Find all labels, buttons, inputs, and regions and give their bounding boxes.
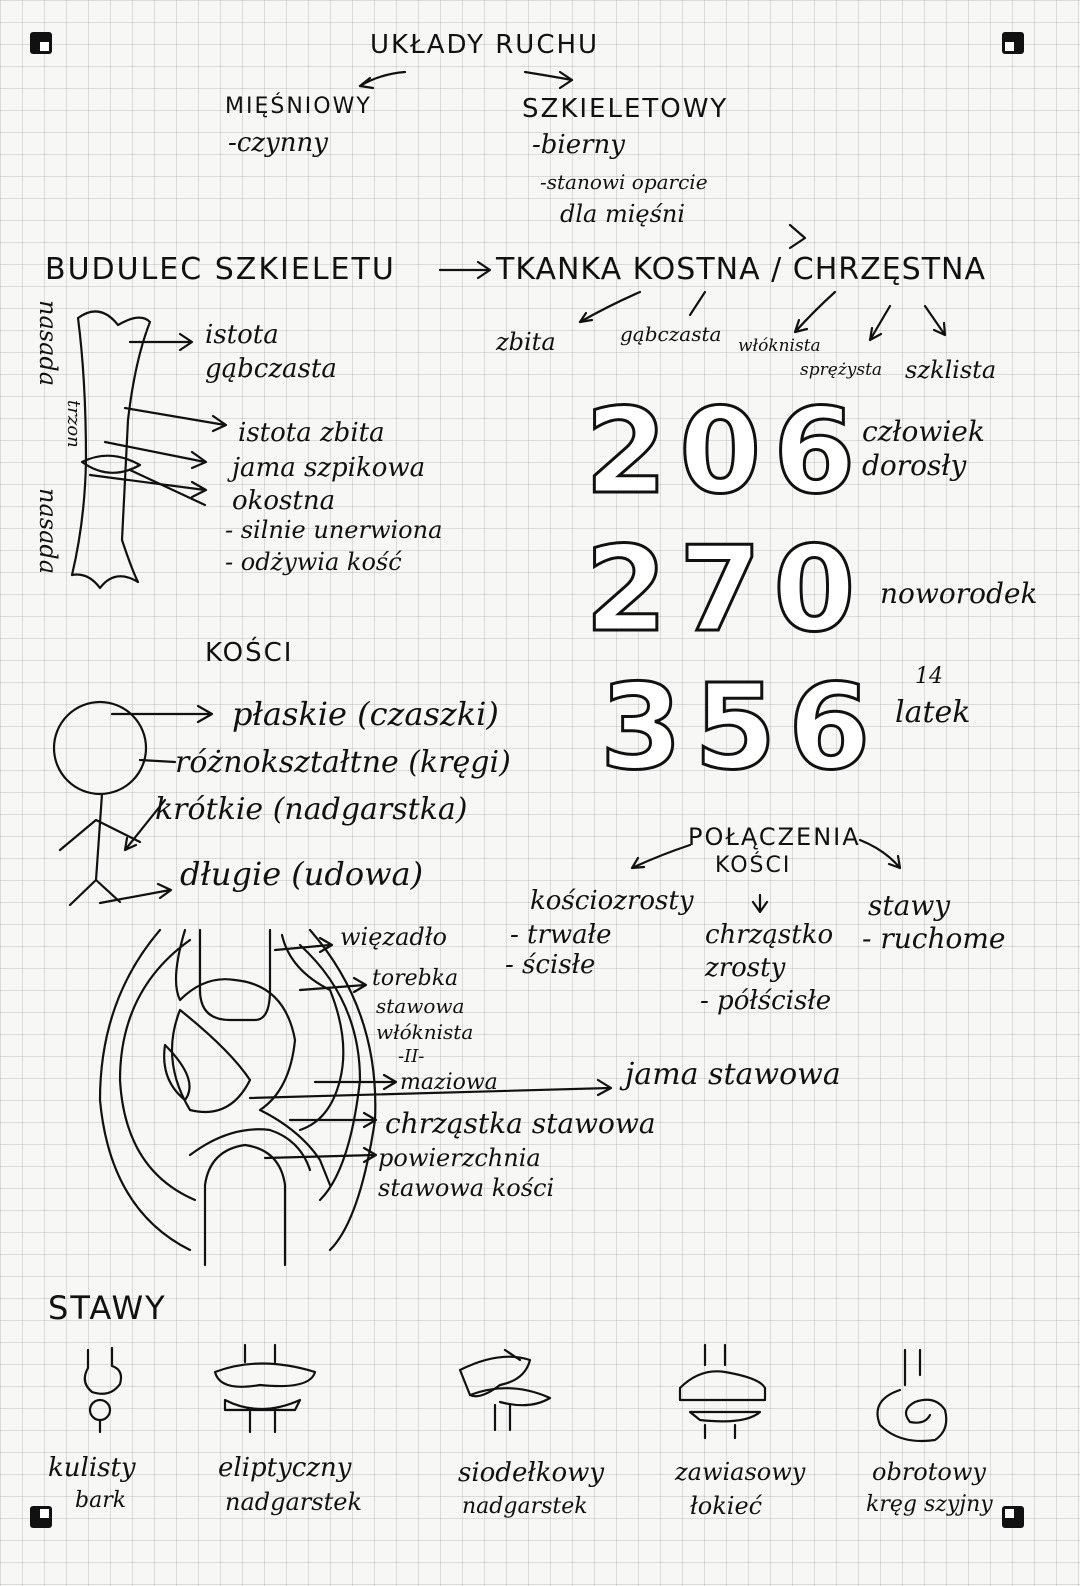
joint-label-ligament: więzadło	[340, 923, 447, 951]
connection-synostosis: kościozrosty	[530, 886, 694, 916]
joint-type-ellipsoid: eliptyczny	[218, 1453, 352, 1483]
bone-count-teen-age: 14	[915, 664, 943, 689]
bone-type-long: długie (udowa)	[180, 855, 424, 893]
bone-count-adult-label-2: dorosły	[862, 449, 967, 482]
bone-type-irregular: różnokształtne (kręgi)	[175, 745, 511, 780]
muscular-system-trait: -czynny	[228, 128, 328, 158]
connection-synostosis-desc-1: - trwałe	[510, 920, 612, 950]
bone-label-marrow-cavity: jama szpikowa	[232, 453, 426, 483]
bone-diaphysis-label: trzon	[63, 400, 84, 448]
bone-count-adult-label-1: człowiek	[862, 415, 985, 448]
connections-heading-2: KOŚCI	[715, 853, 792, 878]
joint-label-capsule: torebka	[372, 966, 459, 991]
connection-joints-desc: - ruchome	[862, 922, 1006, 955]
joint-type-ball: kulisty	[48, 1453, 136, 1483]
arrow-to-muscular	[360, 72, 405, 86]
joint-type-saddle: siodełkowy	[458, 1458, 605, 1488]
bone-label-nourishes: - odżywia kość	[225, 548, 402, 576]
bone-epiphysis-bottom-label: nasada	[34, 488, 62, 575]
bone-count-teen-label: latek	[895, 695, 971, 730]
bone-count-newborn-label: noworodek	[880, 577, 1038, 610]
connection-synchondrosis-2: zrosty	[705, 953, 786, 983]
skeletal-system-label: SZKIELETOWY	[522, 94, 729, 124]
joint-icon-hinge	[680, 1345, 765, 1438]
joint-label-cavity: jama stawowa	[625, 1057, 841, 1092]
page-title: UKŁADY RUCHU	[370, 30, 600, 60]
connection-synchondrosis-desc: - półścisłe	[700, 986, 832, 1016]
joint-example-ellipsoid: nadgarstek	[225, 1488, 362, 1516]
connection-joints: stawy	[868, 889, 951, 922]
skeletal-role-line-2: dla mięśni	[560, 200, 686, 228]
bone-label-periosteum: okostna	[232, 486, 336, 516]
cartilage-elastic: sprężysta	[800, 360, 883, 380]
joint-icon-ball	[85, 1348, 121, 1432]
joint-label-surface: powierzchnia	[378, 1144, 541, 1172]
joint-icon-ellipsoid	[215, 1345, 315, 1432]
bone-label-compact: istota zbita	[238, 418, 385, 448]
joint-label-cartilage: chrząstka stawowa	[385, 1107, 656, 1140]
chevron-mark	[790, 225, 805, 248]
bone-type-flat: płaskie (czaszki)	[232, 695, 499, 733]
skeleton-material-label: BUDULEC SZKIELETU	[45, 252, 396, 287]
joint-label-ditto: -II-	[398, 1046, 425, 1067]
connection-synchondrosis: chrząstko	[705, 920, 834, 950]
joint-type-hinge: zawiasowy	[675, 1458, 806, 1486]
skeletal-role-line-1: -stanowi oparcie	[540, 170, 708, 194]
arrow-to-tissue	[440, 262, 490, 278]
connections-heading: POŁĄCZENIA	[688, 823, 861, 851]
bones-heading: KOŚCI	[205, 638, 294, 668]
connection-synostosis-desc-2: - ścisłe	[505, 950, 596, 980]
joint-icon-pivot	[878, 1350, 947, 1441]
bone-count-newborn: 270	[585, 520, 868, 658]
joint-label-surface-2: stawowa kości	[378, 1174, 555, 1202]
bone-tissue-spongy: gąbczasta	[620, 322, 722, 346]
joint-type-pivot: obrotowy	[872, 1458, 986, 1486]
joint-example-pivot: kręg szyjny	[866, 1492, 993, 1517]
bone-count-adult: 206	[585, 382, 868, 520]
bone-epiphysis-top-label: nasada	[34, 300, 62, 387]
bone-type-short: krótkie (nadgarstka)	[155, 792, 468, 827]
muscular-system-label: MIĘŚNIOWY	[225, 94, 372, 119]
joint-label-fibrous: włóknista	[376, 1020, 474, 1044]
bone-count-teen: 356	[600, 658, 883, 796]
bone-label-innervated: - silnie unerwiona	[225, 516, 443, 544]
joint-label-synovial: maziowa	[400, 1070, 498, 1095]
cartilage-hyaline: szklista	[905, 356, 997, 384]
cartilage-fibrous: włóknista	[738, 336, 821, 356]
joint-example-saddle: nadgarstek	[462, 1494, 588, 1519]
tissue-type-label: TKANKA KOSTNA / CHRZĘSTNA	[496, 252, 986, 287]
bone-tissue-compact: zbita	[496, 328, 556, 356]
joints-heading: STAWY	[48, 1289, 167, 1327]
joint-diagram	[100, 930, 375, 1265]
joint-icon-saddle	[460, 1350, 550, 1430]
joint-label-capsule-2: stawowa	[376, 994, 465, 1018]
skeleton-figure-sketch	[54, 702, 146, 905]
skeletal-system-trait: -bierny	[532, 130, 625, 160]
joint-example-hinge: łokieć	[690, 1492, 763, 1520]
joint-example-ball: bark	[75, 1488, 127, 1513]
bone-label-spongy: gąbczasta	[205, 354, 337, 384]
bone-label-substance: istota	[205, 320, 279, 350]
